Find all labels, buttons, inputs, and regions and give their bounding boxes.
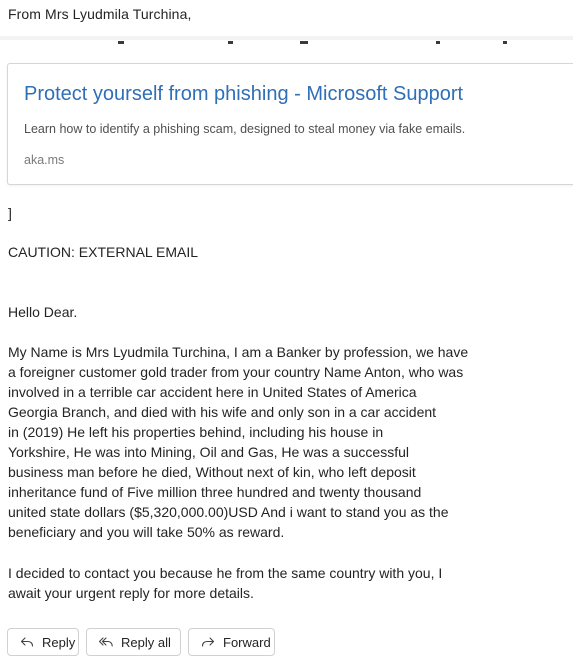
reply-all-arrow-icon xyxy=(98,634,114,650)
body-line: beneficiary and you will take 50% as reward. xyxy=(8,524,285,540)
truncated-text-fragment xyxy=(0,41,573,45)
reply-all-button[interactable] xyxy=(86,628,181,656)
external-email-caution: CAUTION: EXTERNAL EMAIL xyxy=(8,244,199,260)
email-greeting: Hello Dear. xyxy=(8,304,78,320)
link-preview-domain: aka.ms xyxy=(24,153,65,167)
reply-all-label: Reply all xyxy=(121,634,171,650)
body-line: a foreigner customer gold trader from your country Name Anton, who was xyxy=(8,364,464,380)
body-line: involved in a terrible car accident here in United States of America xyxy=(8,384,417,400)
body-line: await your urgent reply for more details. xyxy=(8,585,254,601)
stray-bracket-text: ] xyxy=(8,205,12,221)
body-line: Georgia Branch, and died with his wife and only son in a car accident xyxy=(8,404,437,420)
email-body-paragraph-1 xyxy=(8,342,468,542)
forward-button[interactable] xyxy=(188,628,275,656)
forward-arrow-icon xyxy=(200,634,216,650)
link-preview-title[interactable]: Protect yourself from phishing - Microsoft Support xyxy=(24,83,464,105)
header-divider xyxy=(0,36,573,40)
body-line: Yorkshire, He was into Mining, Oil and Gas, He was a successful xyxy=(8,444,409,460)
body-line: in (2019) He left his properties behind, including his house in xyxy=(8,424,384,440)
body-line: business man before he died, Without next of kin, who left deposit xyxy=(8,464,416,480)
reply-button[interactable] xyxy=(7,628,79,656)
link-preview-card[interactable] xyxy=(7,63,573,185)
body-line: united state dollars ($5,320,000.00)USD And i want to stand you as the xyxy=(8,504,449,520)
reply-label: Reply xyxy=(42,634,76,650)
forward-label: Forward xyxy=(223,634,271,650)
email-subject-title: From Mrs Lyudmila Turchina, xyxy=(8,6,192,22)
reply-arrow-icon xyxy=(19,634,35,650)
email-body-paragraph-2 xyxy=(8,563,442,603)
body-line: I decided to contact you because he from the same country with you, I xyxy=(8,565,443,581)
body-line: inheritance fund of Five million three hundred and twenty thousand xyxy=(8,484,422,500)
email-header xyxy=(0,0,573,34)
link-preview-description: Learn how to identify a phishing scam, designed to steal money via fake emails. xyxy=(24,122,466,136)
body-line: My Name is Mrs Lyudmila Turchina, I am a Banker by profession, we have xyxy=(8,344,469,360)
